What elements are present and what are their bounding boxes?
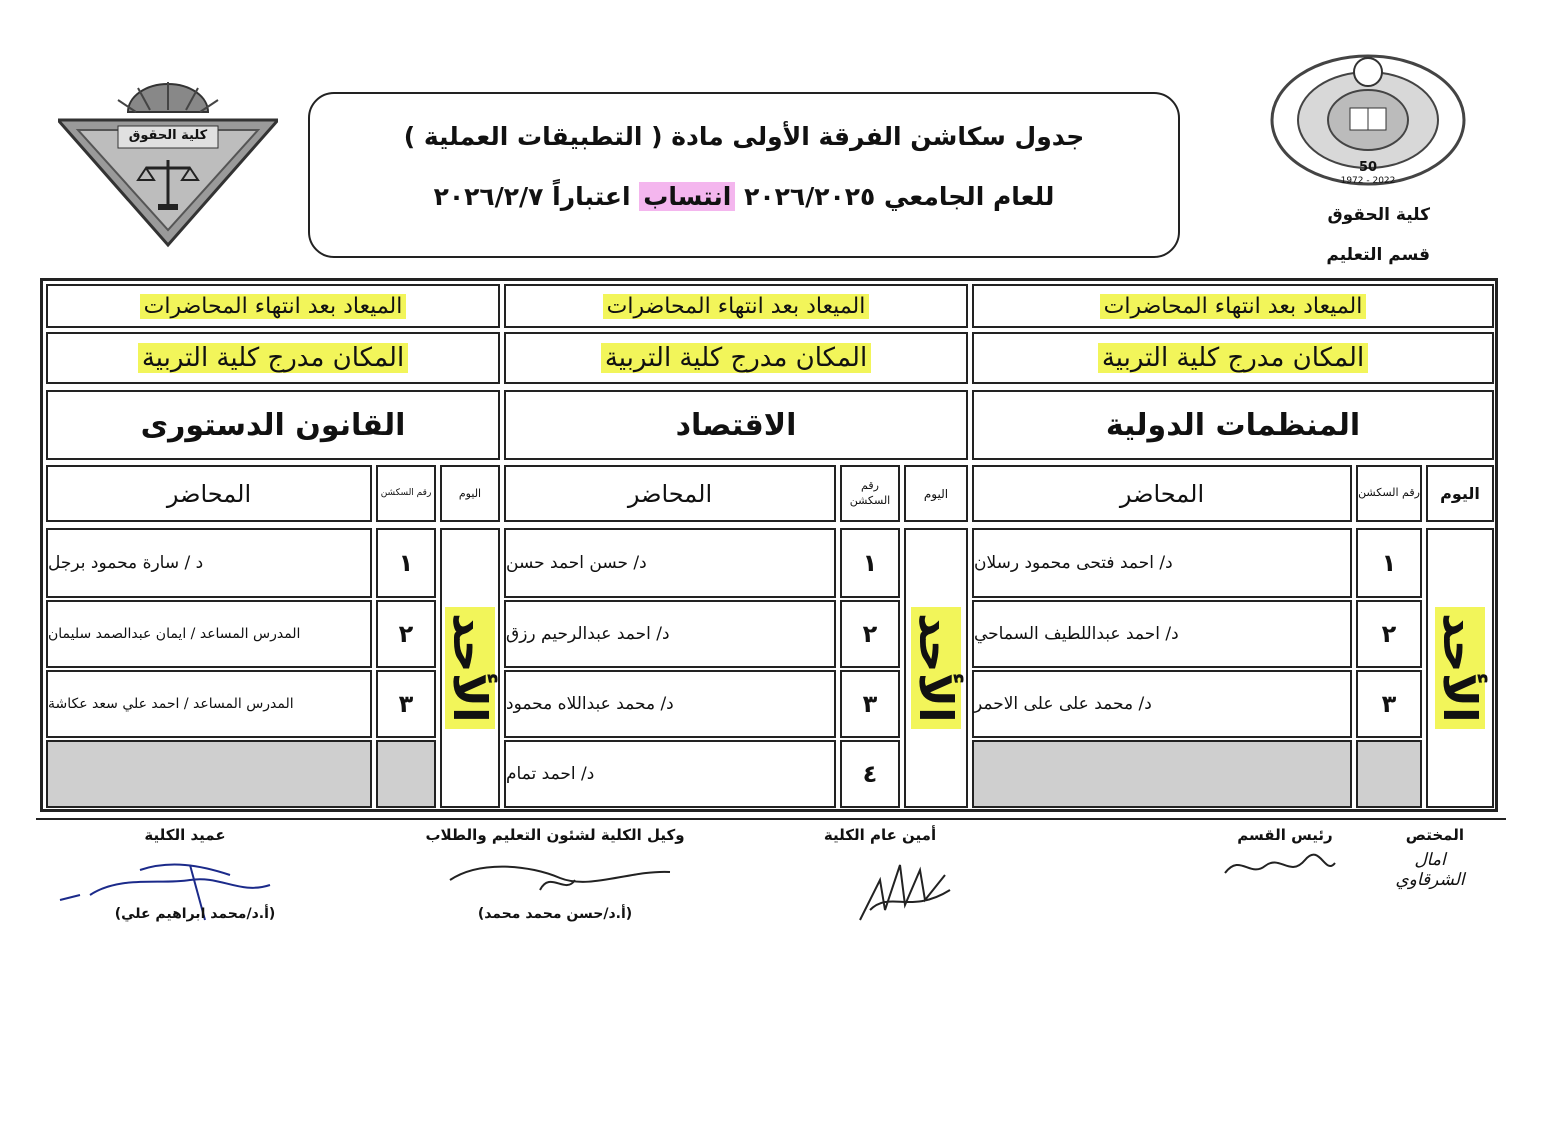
panel3-place: المكان مدرج كلية التربية (46, 332, 500, 384)
panel1-empty-lecturer (972, 740, 1352, 808)
panel2-row2-lecturer: د/ احمد عبدالرحيم رزق (504, 600, 836, 668)
left-faculty-logo (58, 80, 278, 250)
panel3-row1-lecturer: د / سارة محمود برجل (46, 528, 372, 598)
panel1-empty-num (1356, 740, 1422, 808)
panel1-row2-num: ٢ (1356, 600, 1422, 668)
panel2-row4-num: ٤ (840, 740, 900, 808)
vice-dean-name: (أ.د/حسن محمد محمد) (477, 906, 633, 922)
panel2-row2-num: ٢ (840, 600, 900, 668)
panel2-col-section: رقم السكشن (840, 465, 900, 522)
panel2-row1-num: ١ (840, 528, 900, 598)
dean-name: (أ.د/محمد ابراهيم علي) (114, 906, 276, 922)
seal-years: 1972 - 2022 (1340, 176, 1396, 186)
specialist-label: المختص (1405, 826, 1464, 844)
panel3-col-lecturer: المحاضر (46, 465, 372, 522)
title-box (308, 92, 1180, 258)
panel2-row3-num: ٣ (840, 670, 900, 738)
panel1-row3-lecturer: د/ محمد على على الاحمر (972, 670, 1352, 738)
scales-emblem-icon (58, 80, 278, 250)
panel3-day: الأحد (440, 528, 500, 808)
panel2-col-lecturer: المحاضر (504, 465, 836, 522)
year-prefix: للعام الجامعي ٢٠٢٦/٢٠٢٥ (744, 182, 1055, 211)
panel3-col-day: اليوم (440, 465, 500, 522)
specialist-signature: امال الشرقاوي (1395, 850, 1465, 890)
panel1-row3-num: ٣ (1356, 670, 1422, 738)
panel3-empty-lecturer (46, 740, 372, 808)
panel1-col-section: رقم السكشن (1356, 465, 1422, 522)
footer-divider (36, 818, 1506, 820)
panel3-row3-lecturer: المدرس المساعد / احمد علي سعد عكاشة (46, 670, 372, 738)
panel3-time: الميعاد بعد انتهاء المحاضرات (46, 284, 500, 328)
panel1-time: الميعاد بعد انتهاء المحاضرات (972, 284, 1494, 328)
right-university-logo (1268, 50, 1468, 190)
panel1-row1-lecturer: د/ احمد فتحى محمود رسلان (972, 528, 1352, 598)
faculty-name: كلية الحقوق (1327, 205, 1430, 225)
panel2-row1-lecturer: د/ حسن احمد حسن (504, 528, 836, 598)
vice-dean-label: وكيل الكلية لشئون التعليم والطلاب (425, 826, 685, 844)
panel2-col-day: اليوم (904, 465, 968, 522)
panel3-col-section: رقم السكشن (376, 465, 436, 522)
page-title: جدول سكاشن الفرقة الأولى مادة ( التطبيقات العملية ) (403, 122, 1085, 151)
panel2-place: المكان مدرج كلية التربية (504, 332, 968, 384)
dept-head-signature-icon (1220, 848, 1340, 888)
panel3-subject: القانون الدستورى (46, 390, 500, 460)
enrollment-type-badge: انتساب (639, 182, 735, 211)
panel1-row2-lecturer: د/ احمد عبداللطيف السماحي (972, 600, 1352, 668)
panel1-col-day: اليوم (1426, 465, 1494, 522)
panel1-place: المكان مدرج كلية التربية (972, 332, 1494, 384)
left-logo-text: كلية الحقوق (128, 128, 208, 143)
panel1-row1-num: ١ (1356, 528, 1422, 598)
year-suffix: اعتباراً ٢٠٢٦/٢/٧ (433, 182, 631, 211)
dean-label: عميد الكلية (144, 826, 226, 844)
panel3-row2-num: ٢ (376, 600, 436, 668)
department-name: قسم التعليم (1326, 245, 1430, 265)
panel3-row3-num: ٣ (376, 670, 436, 738)
panel2-subject: الاقتصاد (504, 390, 968, 460)
academic-year-line (310, 182, 1178, 211)
vice-dean-signature-icon (440, 850, 680, 905)
panel3-row2-lecturer: المدرس المساعد / ايمان عبدالصمد سليمان (46, 600, 372, 668)
secretary-label: أمين عام الكلية (823, 826, 937, 844)
dept-head-label: رئيس القسم (1237, 826, 1333, 844)
panel2-row4-lecturer: د/ احمد تمام (504, 740, 836, 808)
panel2-time: الميعاد بعد انتهاء المحاضرات (504, 284, 968, 328)
panel2-day: الأحد (904, 528, 968, 808)
panel3-row1-num: ١ (376, 528, 436, 598)
panel3-empty-num (376, 740, 436, 808)
panel2-row3-lecturer: د/ محمد عبداللاه محمود (504, 670, 836, 738)
panel1-col-lecturer: المحاضر (972, 465, 1352, 522)
secretary-signature-icon (850, 850, 960, 930)
seal-anniversary: 50 (1358, 160, 1378, 175)
panel1-day: الأحد (1426, 528, 1494, 808)
panel1-subject: المنظمات الدولية (972, 390, 1494, 460)
